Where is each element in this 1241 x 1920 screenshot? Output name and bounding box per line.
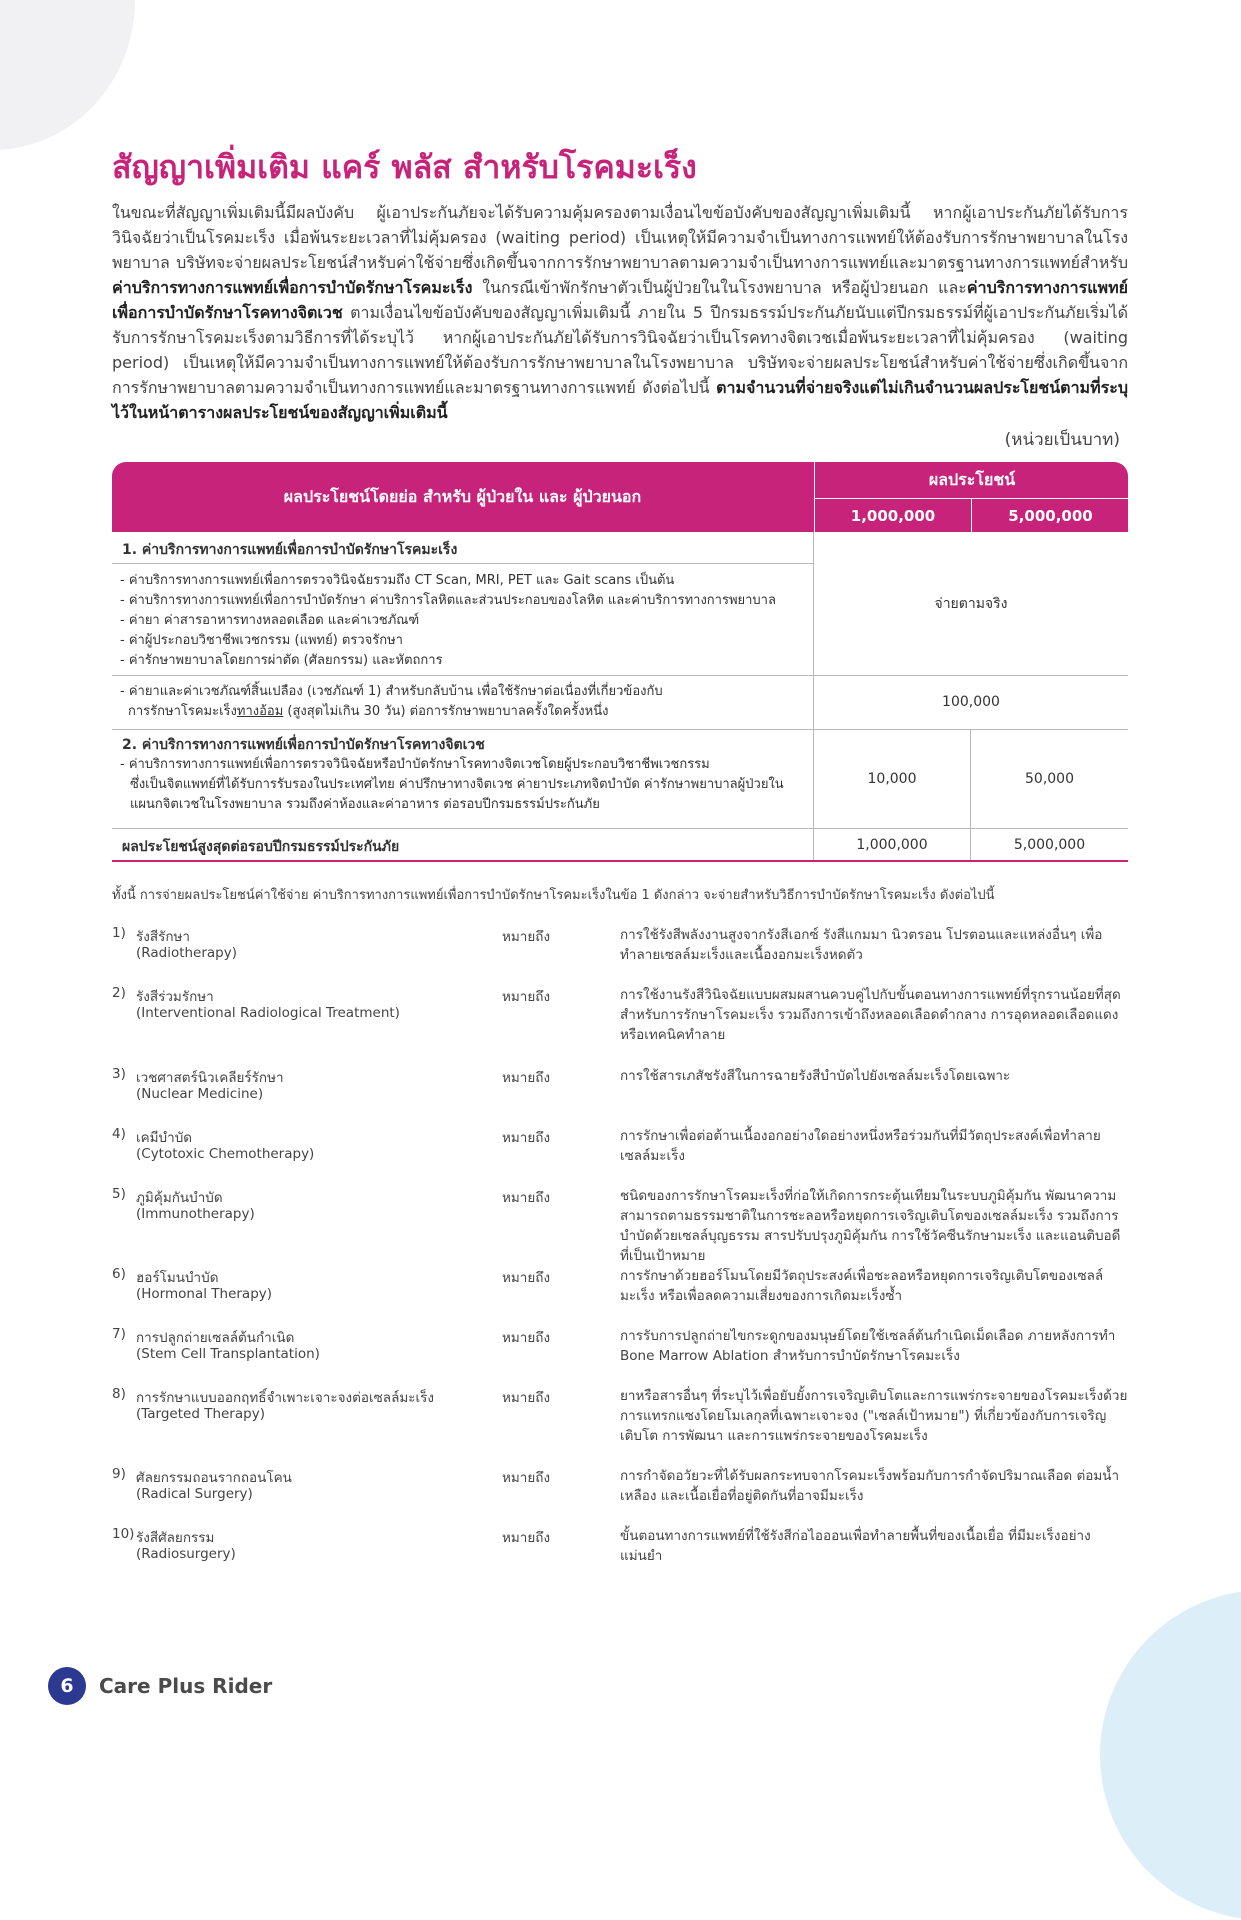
item-thai-name: การรักษาแบบออกฤทธิ์จำเพาะเจาะจงต่อเซลล์มะเร็ง xyxy=(136,1390,434,1406)
item-number: 10) xyxy=(112,1526,135,1542)
item-thai-name: เวชศาสตร์นิวเคลียร์รักษา xyxy=(136,1070,284,1086)
item-thai-name: เคมีบำบัด xyxy=(136,1130,193,1146)
item-thai-name: ศัลยกรรมถอนรากถอนโคน xyxy=(136,1470,292,1486)
section-1-title: 1. ค่าบริการทางการแพทย์เพื่อการบำบัดรักษาโรคมะเร็ง xyxy=(122,542,458,558)
benefit-table xyxy=(112,462,1128,862)
item-definition: ขั้นตอนทางการแพทย์ที่ใช้รังสีก่อไอออนเพื่อทำลายพื้นที่ของเนื้อเยื่อ ที่มีมะเร็งอย่างแม่นยำ xyxy=(620,1528,1091,1564)
section-2-line-3: แผนกจิตเวชในโรงพยาบาล รวมถึงค่าห้องและค่าอาหาร ต่อรอบปีกรมธรรม์ประกันภัย xyxy=(130,797,600,812)
item-definition: ยาหรือสารอื่นๆ ที่ระบุไว้เพื่อยับยั้งการเจริญเติบโตและการแพร่กระจายของโรคมะเร็งด้วยการแทรกแซงโดยโมเลกุลที่เฉพาะเจาะจง ("เซลล์เป้าหมาย") ที่เกี่ยวข้องกับการเจริญเติบโต การพัฒนา และการแพร่กระจายของโรคมะเร็ง xyxy=(620,1388,1128,1444)
item-number: 6) xyxy=(112,1266,126,1282)
item-thai-name: ฮอร์โมนบำบัด xyxy=(136,1270,219,1286)
item-means-label: หมายถึง xyxy=(502,929,551,945)
item-definition: ชนิดของการรักษาโรคมะเร็งที่ก่อให้เกิดการกระตุ้นเทียมในระบบภูมิคุ้มกัน พัฒนาความสามารถตามธรรมชาติในการชะลอหรือหยุดการเจริญเติบโตของเซลล์มะเร็ง รวมถึงการบำบัดด้วยเซลล์บุญธรรม สารปรับปรุงภูมิคุ้มกัน การใช้วัคซีนรักษามะเร็ง และแอนติบอดีที่เป็นเป้าหมาย xyxy=(620,1188,1121,1264)
item-english-name: (Radiotherapy) xyxy=(136,945,238,961)
bullet-item: - ค่าบริการทางการแพทย์เพื่อการบำบัดรักษา ค่าบริการโลหิตและส่วนประกอบของโลหิต และค่าบริการทางการพยาบาล xyxy=(120,593,776,608)
intro-text-3: ตามเงื่อนไขข้อบังคับของสัญญาเพิ่มเติมนี้ ภายใน 5 ปีกรมธรรม์ประกันภัยนับแต่ปีกรมธรรม์ที่ผู้เอาประกันภัยเริ่มได้รับการรักษาโรคมะเร็งตามวิธีการที่ได้ระบุไว้ หากผู้เอาประกันภัยได้รับการวินิจฉัยว่าเป็นโรคทางจิตเวชเมื่อพ้นระยะเวลาที่ไม่คุ้มครอง (waiting period) เป็นเหตุให้มีความจำเป็นทางการแพทย์ให้ต้องรับการรักษาพยาบาลในโรงพยาบาล บริษัทจะจ่ายผลประโยชน์สำหรับค่าใช้จ่ายซึ่งเกิดขึ้นจากการรักษาพยาบาลตามความจำเป็นทางการแพทย์และมาตรฐานทางการแพทย์ ดังต่อไปนี้ xyxy=(112,303,1128,397)
item-means-label: หมายถึง xyxy=(502,1270,551,1286)
row-divider xyxy=(112,563,813,564)
item-means-label: หมายถึง xyxy=(502,1190,551,1206)
item-means-label: หมายถึง xyxy=(502,1390,551,1406)
item-number: 5) xyxy=(112,1186,126,1202)
item-means-label: หมายถึง xyxy=(502,989,551,1005)
item-definition: การใช้รังสีพลังงานสูงจากรังสีเอกซ์ รังสีแกมมา นิวตรอน โปรตอนและแหล่งอื่นๆ เพื่อทำลายเซลล์มะเร็งและเนื้องอกมะเร็งหดตัว xyxy=(620,927,1103,963)
section-2-value-a: 10,000 xyxy=(867,770,917,787)
home-medicine-line-1: - ค่ายาและค่าเวชภัณฑ์สิ้นเปลือง (เวชภัณฑ์ 1) สำหรับกลับบ้าน เพื่อใช้รักษาต่อเนื่องที่เกี่ยวข้องกับ xyxy=(120,684,663,699)
home-medicine-l2a: การรักษาโรคมะเร็ง xyxy=(128,704,237,719)
header-plan-a: 1,000,000 xyxy=(814,499,971,532)
intro-bold-1: ค่าบริการทางการแพทย์เพื่อการบำบัดรักษาโรคมะเร็ง xyxy=(112,278,473,297)
item-means-label: หมายถึง xyxy=(502,1130,551,1146)
header-benefit: ผลประโยชน์ xyxy=(814,462,1129,499)
item-english-name: (Stem Cell Transplantation) xyxy=(136,1346,320,1362)
unit-note: (หน่วยเป็นบาท) xyxy=(1004,430,1120,450)
item-definition: การใช้สารเภสัชรังสีในการฉายรังสีบำบัดไปยังเซลล์มะเร็งโดยเฉพาะ xyxy=(620,1068,1011,1084)
max-benefit-label: ผลประโยชน์สูงสุดต่อรอบปีกรมธรรม์ประกันภัย xyxy=(122,839,400,855)
section-2-title: 2. ค่าบริการทางการแพทย์เพื่อการบำบัดรักษาโรคทางจิตเวช xyxy=(122,737,485,753)
home-medicine-value: 100,000 xyxy=(942,694,1000,710)
section-1-bullets xyxy=(120,571,776,671)
item-means-label: หมายถึง xyxy=(502,1070,551,1086)
item-number: 1) xyxy=(112,925,126,941)
intro-text-1: ในขณะที่สัญญาเพิ่มเติมนี้มีผลบังคับ ผู้เอาประกันภัยจะได้รับความคุ้มครองตามเงื่อนไขข้อบังคับของสัญญาเพิ่มเติมนี้ หากผู้เอาประกันภัยได้รับการวินิจฉัยว่าเป็นโรคมะเร็ง เมื่อพ้นระยะเวลาที่ไม่คุ้มครอง (waiting period) เป็นเหตุให้มีความจำเป็นทางการแพทย์ให้ต้องรับการรักษาพยาบาลในโรงพยาบาล บริษัทจะจ่ายผลประโยชน์สำหรับค่าใช้จ่ายซึ่งเกิดขึ้นจากการรักษาพยาบาลตามความจำเป็นทางการแพทย์และมาตรฐานทางการแพทย์สำหรับ xyxy=(112,203,1128,272)
item-means-label: หมายถึง xyxy=(502,1330,551,1346)
item-definition: การรักษาด้วยฮอร์โมนโดยมีวัตถุประสงค์เพื่อชะลอหรือหยุดการเจริญเติบโตของเซลล์มะเร็ง หรือเพื่อลดความเสี่ยงของการเกิดมะเร็งซ้ำ xyxy=(620,1268,1104,1304)
item-means-label: หมายถึง xyxy=(502,1530,551,1546)
item-thai-name: ภูมิคุ้มกันบำบัด xyxy=(136,1190,223,1206)
section-2-value-b: 50,000 xyxy=(1025,770,1074,787)
intro-text-2: ในกรณีเข้าพักรักษาตัวเป็นผู้ป่วยในในโรงพยาบาล หรือผู้ป่วยนอก และ xyxy=(472,278,967,297)
header-plan-b: 5,000,000 xyxy=(971,499,1129,532)
section-1-value: จ่ายตามจริง xyxy=(934,595,1008,612)
bullet-item: - ค่าบริการทางการแพทย์เพื่อการตรวจวินิจฉัยรวมถึง CT Scan, MRI, PET และ Gait scans เป็นต้น xyxy=(120,573,675,588)
page-number-badge: 6 xyxy=(48,1667,86,1705)
item-english-name: (Radiosurgery) xyxy=(136,1546,236,1562)
corner-decoration-top-left xyxy=(0,0,135,150)
item-thai-name: รังสีรักษา xyxy=(136,929,190,945)
table-body xyxy=(112,532,1128,862)
bullet-item: - ค่ารักษาพยาบาลโดยการผ่าตัด (ศัลยกรรม) และหัตถการ xyxy=(120,653,443,668)
item-definition: การรักษาเพื่อต่อต้านเนื้องอกอย่างใดอย่างหนึ่งหรือร่วมกันที่มีวัตถุประสงค์เพื่อทำลายเซลล์มะเร็ง xyxy=(620,1128,1101,1164)
page-title: สัญญาเพิ่มเติม แคร์ พลัส สำหรับโรคมะเร็ง xyxy=(112,148,697,186)
max-benefit-a: 1,000,000 xyxy=(856,836,928,853)
item-english-name: (Interventional Radiological Treatment) xyxy=(136,1005,400,1021)
intro-bold-3: ตามจำนวนที่จ่ายจริงแต่ไม่เกินจำนวนผลประโยชน์ตามที่ระบุไว้ในหน้าตารางผลประโยชน์ของสัญญาเพิ่มเติมนี้ xyxy=(112,378,1128,422)
item-number: 4) xyxy=(112,1126,126,1142)
item-thai-name: รังสีร่วมรักษา xyxy=(136,989,214,1005)
item-definition: การใช้งานรังสีวินิจฉัยแบบผสมผสานควบคู่ไปกับขั้นตอนทางการแพทย์ที่รุกรานน้อยที่สุด สำหรับการรักษาโรคมะเร็ง รวมถึงการเข้าถึงหลอดเลือดดำกลาง การอุดหลอดเลือดแดง หรือเทคนิคทำลาย xyxy=(620,987,1121,1043)
corner-decoration-bottom-right xyxy=(1100,1590,1241,1920)
item-english-name: (Cytotoxic Chemotherapy) xyxy=(136,1146,315,1162)
bullet-item: - ค่าผู้ประกอบวิชาชีพเวชกรรม (แพทย์) ตรวจรักษา xyxy=(120,633,403,648)
max-benefit-b: 5,000,000 xyxy=(1013,836,1086,853)
intro-paragraph xyxy=(112,200,1128,425)
section-2-block xyxy=(122,735,784,815)
item-number: 8) xyxy=(112,1386,126,1402)
bullet-item: - ค่ายา ค่าสารอาหารทางหลอดเลือด และค่าเวชภัณฑ์ xyxy=(120,613,420,628)
item-definition: การกำจัดอวัยวะที่ได้รับผลกระทบจากโรคมะเร็งพร้อมกับการกำจัดปริมาณเลือด ต่อมน้ำเหลือง และเนื้อเยื่อที่อยู่ติดกันที่อาจมีมะเร็ง xyxy=(620,1468,1120,1504)
intro-bold-2: ค่าบริการทางการแพทย์เพื่อการบำบัดรักษาโรคทางจิตเวช xyxy=(112,278,1128,322)
page-footer xyxy=(48,1667,272,1705)
section-2-line-2: ซึ่งเป็นจิตแพทย์ที่ได้รับการรับรองในประเทศไทย ค่าปรึกษาทางจิตเวช ค่ายาประเภทจิตบำบัด ค่ารักษาพยาบาลผู้ป่วยใน xyxy=(130,777,784,792)
item-definition: การรับการปลูกถ่ายไขกระดูกของมนุษย์โดยใช้เซลล์ต้นกำเนิดเม็ดเลือด ภายหลังการทำ Bone Marrow Ablation สำหรับการบำบัดรักษาโรคมะเร็ง xyxy=(620,1328,1116,1364)
home-medicine-text xyxy=(120,682,663,722)
home-medicine-underline: ทางอ้อม xyxy=(236,704,284,719)
item-english-name: (Targeted Therapy) xyxy=(136,1406,265,1422)
item-english-name: (Immunotherapy) xyxy=(136,1206,255,1222)
item-number: 3) xyxy=(112,1066,126,1082)
item-english-name: (Nuclear Medicine) xyxy=(136,1086,264,1102)
home-medicine-line-2 xyxy=(120,702,663,722)
item-english-name: (Hormonal Therapy) xyxy=(136,1286,273,1302)
item-english-name: (Radical Surgery) xyxy=(136,1486,253,1502)
item-thai-name: รังสีศัลยกรรม xyxy=(136,1530,215,1546)
section-2-line-1: - ค่าบริการทางการแพทย์เพื่อการตรวจวินิจฉัยหรือบำบัดรักษาโรคทางจิตเวชโดยผู้ประกอบวิชาชีพเวชกรรม xyxy=(120,757,710,772)
header-main: ผลประโยชน์โดยย่อ สำหรับ ผู้ป่วยใน และ ผู้ป่วยนอก xyxy=(283,486,642,506)
item-number: 9) xyxy=(112,1466,126,1482)
item-number: 7) xyxy=(112,1326,126,1342)
table-header xyxy=(112,462,1128,532)
item-thai-name: การปลูกถ่ายเซลล์ต้นกำเนิด xyxy=(136,1330,295,1346)
home-medicine-l2b: (สูงสุดไม่เกิน 30 วัน) ต่อการรักษาพยาบาลครั้งใดครั้งหนึ่ง xyxy=(283,704,609,719)
item-number: 2) xyxy=(112,985,126,1001)
brand-name: Care Plus Rider xyxy=(99,1674,273,1698)
item-means-label: หมายถึง xyxy=(502,1470,551,1486)
treatment-note: ทั้งนี้ การจ่ายผลประโยชน์ค่าใช้จ่าย ค่าบริการทางการแพทย์เพื่อการบำบัดรักษาโรคมะเร็งในข้อ 1 ดังกล่าว จะจ่ายสำหรับวิธีการบำบัดรักษาโรคมะเร็ง ดังต่อไปนี้ xyxy=(112,888,995,903)
